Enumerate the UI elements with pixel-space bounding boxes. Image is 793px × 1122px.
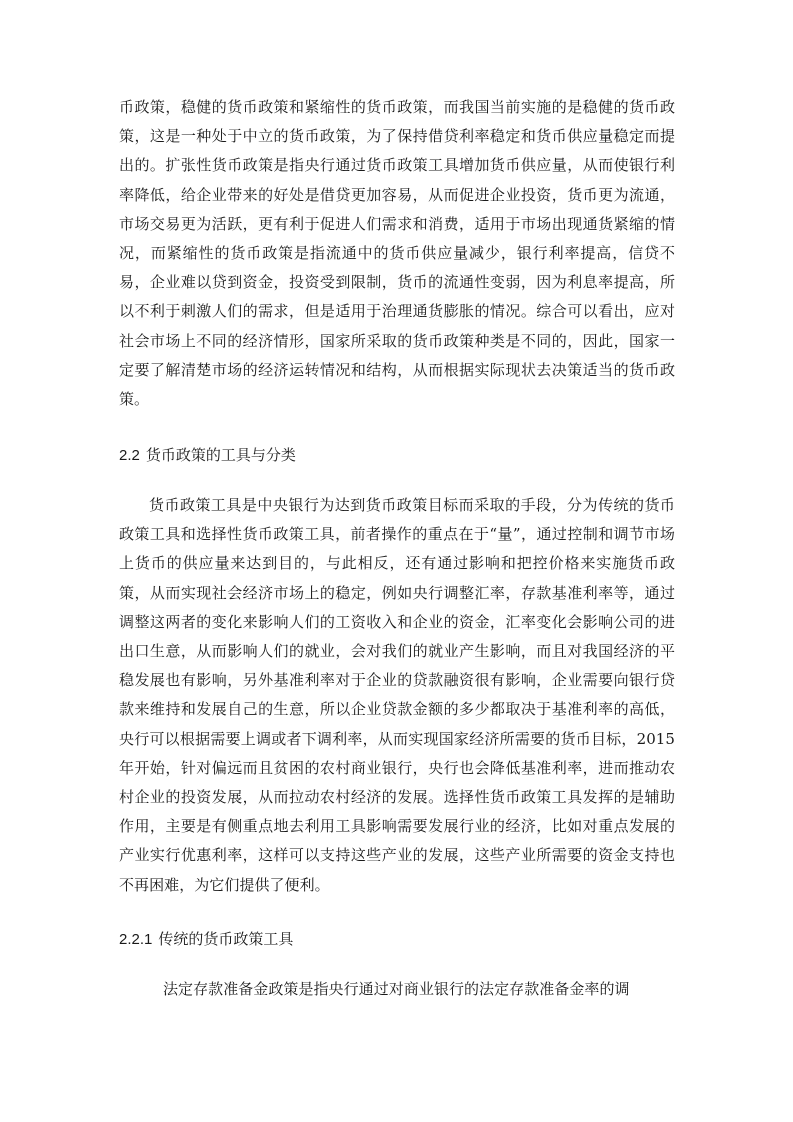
section-title: 货币政策的工具与分类	[145, 446, 296, 464]
body-paragraph: 币政策，稳健的货币政策和紧缩性的货币政策，而我国当前实施的是稳健的货币政策，这是一种处于中立的货币政策，为了保持借贷利率稳定和货币供应量稳定而提出的。扩张性货币政策是指央行通过货币政策工具增加货币供应量，从而使银行利率降低，给企业带来的好处是借贷更加容易，从而促进企业投资，货币更为流通，市场交易更为活跃，更有利于促进人们需求和消费，适用于市场出现通货紧缩的情况，而紧缩性的货币政策是指流通中的货币供应量减少，银行利率提高，信贷不易，企业难以贷到资金，投资受到限制，货币的流通性变弱，因为利息率提高，所以不利于刺激人们的需求，但是适用于治理通货膨胀的情况。综合可以看出，应对社会市场上不同的经济情形，国家所采取的货币政策种类是不同的，因此，国家一定要了解清楚市场的经济运转情况和结构，从而根据实际现状去决策适当的货币政策。	[119, 98, 675, 409]
section-title: 传统的货币政策工具	[158, 930, 294, 948]
section-number: 2.2.1	[119, 931, 153, 948]
section-number: 2.2	[119, 447, 140, 464]
section-heading-2-2-1	[119, 925, 675, 954]
body-paragraph: 货币政策工具是中央银行为达到货币政策目标而采取的手段，分为传统的货币政策工具和选择性货币政策工具，前者操作的重点在于“量”，通过控制和调节市场上货币的供应量来达到目的，与此相反，还有通过影响和把控价格来实施货币政策，从而实现社会经济市场上的稳定，例如央行调整汇率，存款基准利率等，通过调整这两者的变化来影响人们的工资收入和企业的资金，汇率变化会影响公司的进出口生意，从而影响人们的就业，会对我们的就业产生影响，而且对我国经济的平稳发展也有影响，另外基准利率对于企业的贷款融资很有影响，企业需要向银行贷款来维持和发展自己的生意，所以企业贷款金额的多少都取决于基准利率的高低，央行可以根据需要上调或者下调利率，从而实现国家经济所需要的货币目标，2015年开始，针对偏远而且贫困的农村商业银行，央行也会降低基准利率，进而推动农村企业的投资发展，从而拉动农村经济的发展。选择性货币政策工具发挥的是辅助作用，主要是有侧重点地去利用工具影响需要发展行业的经济，比如对重点发展的产业实行优惠利率，这样可以支持这些产业的发展，这些产业所需要的资金支持也不再困难，为它们提供了便利。	[119, 496, 675, 894]
section-heading-2-2	[119, 441, 675, 470]
body-paragraph: 法定存款准备金政策是指央行通过对商业银行的法定存款准备金率的调	[163, 980, 630, 998]
